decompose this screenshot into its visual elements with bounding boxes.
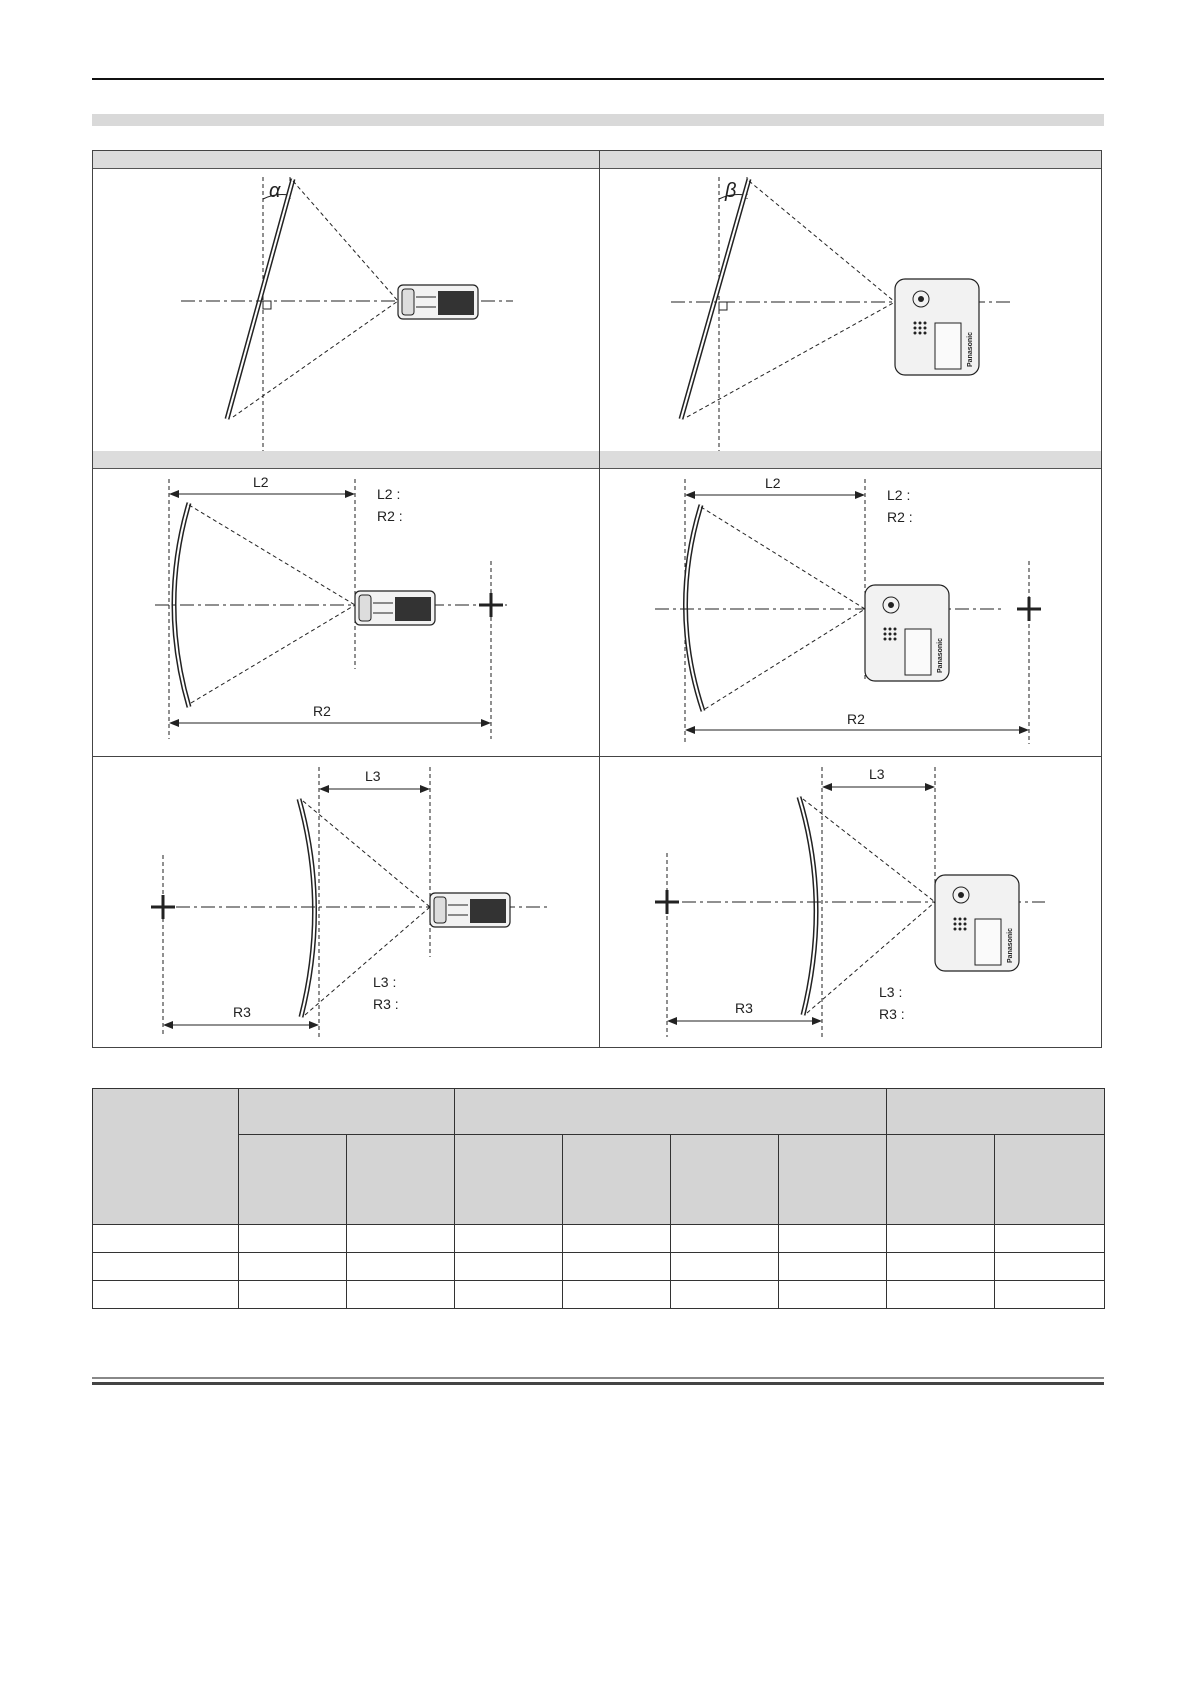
table-subheader xyxy=(887,1135,995,1225)
table-group-header-1 xyxy=(239,1089,455,1135)
table-group-header-3 xyxy=(887,1089,1105,1135)
r3-dimension-label: R3 xyxy=(233,1004,251,1020)
tilt-top-view xyxy=(599,169,1101,451)
curved-side-header-band xyxy=(93,451,599,469)
r3-legend: R3 : xyxy=(373,996,399,1012)
l3-legend-top: L3 : xyxy=(879,984,903,1000)
section-divider-thick xyxy=(92,1382,1104,1385)
convex-side-view xyxy=(93,469,599,756)
r2-dimension-label: R2 xyxy=(313,703,331,719)
l3-dimension-label: L3 xyxy=(365,768,381,784)
l2-dimension-label-top: L2 xyxy=(765,475,781,491)
table-row xyxy=(93,1281,1105,1309)
table-row xyxy=(93,1225,1105,1253)
table-row xyxy=(93,1253,1105,1281)
projector-brand-mark-3: Panasonic xyxy=(1007,927,1014,963)
convex-top-view xyxy=(599,469,1101,756)
section-heading-band xyxy=(92,114,1104,126)
table-group-header-2 xyxy=(455,1089,887,1135)
side-view-header-band xyxy=(93,151,599,169)
table-subheader xyxy=(455,1135,563,1225)
header-rule xyxy=(92,78,1104,80)
table-corner-header xyxy=(93,1089,239,1225)
table-subheader xyxy=(239,1135,347,1225)
r3-legend-top: R3 : xyxy=(879,1006,905,1022)
concave-side-view xyxy=(93,757,599,1047)
table-subheader xyxy=(347,1135,455,1225)
installation-spec-table xyxy=(92,1088,1105,1309)
table-subheader xyxy=(671,1135,779,1225)
table-subheader xyxy=(563,1135,671,1225)
r2-legend: R2 : xyxy=(377,508,403,524)
curved-top-header-band xyxy=(599,451,1101,469)
r2-legend-top: R2 : xyxy=(887,509,913,525)
table-subheader xyxy=(995,1135,1105,1225)
projector-brand-mark: Panasonic xyxy=(967,331,974,367)
l2-dimension-label: L2 xyxy=(253,474,269,490)
tilt-angle-alpha-label: α xyxy=(269,180,281,202)
l2-legend: L2 : xyxy=(377,486,401,502)
r2-dimension-label-top: R2 xyxy=(847,711,865,727)
r3-dimension-label-top: R3 xyxy=(735,1000,753,1016)
l2-legend-top: L2 : xyxy=(887,487,911,503)
l3-dimension-label-top: L3 xyxy=(869,766,885,782)
screen-geometry-diagram-panel xyxy=(92,150,1102,1048)
top-view-header-band xyxy=(599,151,1101,169)
table-subheader xyxy=(779,1135,887,1225)
concave-top-view xyxy=(599,757,1101,1047)
projector-brand-mark-2: Panasonic xyxy=(937,637,944,673)
tilt-angle-beta-label: β xyxy=(725,180,737,202)
l3-legend: L3 : xyxy=(373,974,397,990)
tilt-side-view xyxy=(93,169,599,451)
section-divider-thin xyxy=(92,1377,1104,1379)
